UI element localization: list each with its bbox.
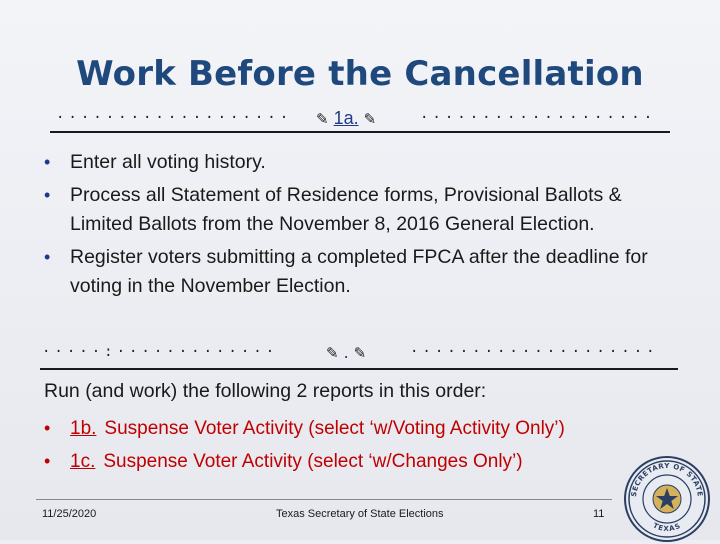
bullet-marker-icon: • bbox=[44, 451, 51, 471]
bullet-marker-icon: • bbox=[44, 418, 51, 438]
report-text: Suspense Voter Activity (select ‘w/Voting Activity Only’) bbox=[104, 418, 565, 439]
divider-dots-right: ···················· bbox=[410, 344, 659, 360]
page-number: 11 bbox=[593, 508, 605, 520]
state-seal-icon bbox=[622, 454, 712, 544]
bullet-marker-icon: • bbox=[44, 185, 51, 205]
bullet-text: Register voters submitting a completed FPCA after the deadline for voting in the November Election. bbox=[70, 246, 648, 297]
report-code: 1b. bbox=[70, 418, 97, 439]
list-item bbox=[44, 447, 694, 476]
run-heading: Run (and work) the following 2 reports in this order: bbox=[44, 380, 487, 402]
ornament-right-icon: ✎ bbox=[353, 345, 367, 362]
ornament-right-icon: ✎ bbox=[363, 111, 377, 128]
divider-top-label: 1a. bbox=[333, 108, 359, 128]
divider-top-rule bbox=[50, 131, 670, 133]
divider-dots-right: ··················· bbox=[420, 110, 657, 126]
report-code: 1c. bbox=[70, 451, 96, 472]
divider-mid-label: . bbox=[343, 342, 349, 362]
list-item bbox=[44, 181, 684, 239]
slide-title: Work Before the Cancellation bbox=[76, 54, 644, 94]
report-text: Suspense Voter Activity (select ‘w/Changes Only’) bbox=[103, 451, 523, 472]
bullet-list bbox=[44, 148, 684, 305]
list-item bbox=[44, 414, 694, 443]
bullet-marker-icon: • bbox=[44, 152, 51, 172]
divider-mid bbox=[0, 344, 720, 368]
svg-text:TEXAS: TEXAS bbox=[651, 521, 683, 534]
bullet-text: Process all Statement of Residence forms, Provisional Ballots & Limited Ballots from the November 8, 2016 General Election. bbox=[70, 184, 622, 235]
footer-title: Texas Secretary of State Elections bbox=[276, 508, 444, 520]
divider-dots-left: ··················· bbox=[56, 110, 293, 126]
ornament-left-icon: ✎ bbox=[316, 111, 329, 128]
report-list bbox=[44, 414, 694, 480]
list-item bbox=[44, 243, 684, 301]
list-item bbox=[44, 148, 684, 177]
divider-dots-left: ·····:············· bbox=[42, 344, 279, 360]
divider-mid-rule bbox=[40, 368, 678, 370]
bullet-marker-icon: • bbox=[44, 247, 51, 267]
divider-top-marker bbox=[316, 108, 376, 129]
ornament-left-icon: ✎ bbox=[326, 345, 339, 362]
bullet-text: Enter all voting history. bbox=[70, 151, 266, 173]
footer-divider bbox=[36, 499, 612, 500]
divider-mid-marker bbox=[326, 342, 366, 363]
svg-text:SECRETARY OF STATE: SECRETARY OF STATE bbox=[630, 461, 704, 498]
footer-date: 11/25/2020 bbox=[42, 508, 97, 520]
